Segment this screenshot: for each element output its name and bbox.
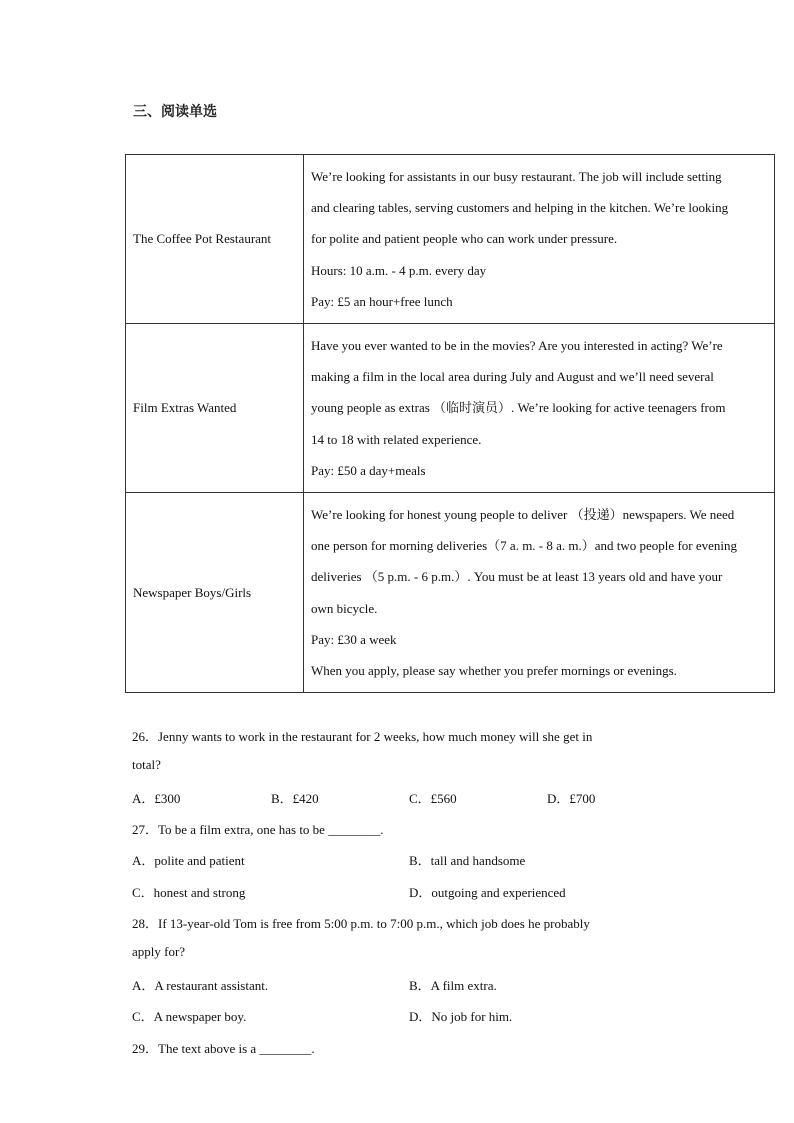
ad-line: and clearing tables, serving customers and helping in the kitchen. We’re looking — [311, 200, 729, 216]
ad-description — [304, 493, 775, 693]
ad-line: 14 to 18 with related experience. — [311, 431, 482, 447]
ad-line: one person for morning deliveries（7 a. m. - 8 a. m.）and two people for evening — [311, 538, 737, 554]
ad-description — [304, 155, 775, 324]
option-27-c[interactable]: C．honest and strong — [132, 885, 246, 900]
ad-description — [304, 324, 775, 493]
option-27-d[interactable]: D．outgoing and experienced — [409, 885, 566, 900]
option-26-d[interactable]: D．£700 — [547, 791, 596, 806]
ad-row — [126, 324, 775, 493]
ad-row — [126, 155, 775, 324]
question-28-stem: 28．If 13-year-old Tom is free from 5:00 p.m. to 7:00 p.m., which job does he probably — [132, 916, 590, 931]
question-26-stem-cont: total? — [132, 757, 161, 772]
option-28-c[interactable]: C．A newspaper boy. — [132, 1009, 247, 1024]
ad-name: Newspaper Boys/Girls — [126, 493, 304, 693]
ad-name: The Coffee Pot Restaurant — [126, 155, 304, 324]
question-29-stem: 29．The text above is a ________. — [132, 1041, 315, 1056]
ad-row — [126, 493, 775, 693]
ad-line: We’re looking for honest young people to deliver （投递）newspapers. We need — [311, 507, 735, 523]
job-ads-table — [125, 154, 775, 693]
option-27-a[interactable]: A．polite and patient — [132, 853, 245, 868]
ad-pay: Pay: £5 an hour+free lunch — [311, 293, 453, 309]
ad-hours: Hours: 10 a.m. - 4 p.m. every day — [311, 262, 487, 278]
ad-line: We’re looking for assistants in our busy restaurant. The job will include setting — [311, 169, 722, 184]
ad-line: When you apply, please say whether you prefer mornings or evenings. — [311, 663, 677, 679]
option-28-a[interactable]: A．A restaurant assistant. — [132, 978, 269, 993]
question-27-stem: 27．To be a film extra, one has to be ________. — [132, 822, 384, 837]
ad-pay: Pay: £30 a week — [311, 631, 397, 647]
question-26-stem: 26．Jenny wants to work in the restaurant for 2 weeks, how much money will she get in — [132, 729, 593, 744]
ad-line: making a film in the local area during July and August and we’ll need several — [311, 369, 714, 385]
ad-line: for polite and patient people who can work under pressure. — [311, 231, 618, 247]
ad-line: young people as extras （临时演员）. We’re looking for active teenagers from — [311, 400, 726, 416]
ad-line: Have you ever wanted to be in the movies? Are you interested in acting? We’re — [311, 338, 723, 354]
section-title: 三、阅读单选 — [133, 104, 217, 120]
question-28-stem-cont: apply for? — [132, 944, 186, 959]
ad-name: Film Extras Wanted — [126, 324, 304, 493]
ad-pay: Pay: £50 a day+meals — [311, 462, 426, 478]
ad-line: deliveries （5 p.m. - 6 p.m.）. You must be at least 13 years old and have your — [311, 569, 723, 585]
option-28-b[interactable]: B．A film extra. — [409, 978, 497, 993]
option-26-b[interactable]: B．£420 — [271, 791, 319, 806]
option-27-b[interactable]: B．tall and handsome — [409, 853, 526, 868]
option-26-c[interactable]: C．£560 — [409, 791, 457, 806]
ad-line: own bicycle. — [311, 600, 378, 616]
option-26-a[interactable]: A．£300 — [132, 791, 181, 806]
option-28-d[interactable]: D．No job for him. — [409, 1009, 513, 1024]
